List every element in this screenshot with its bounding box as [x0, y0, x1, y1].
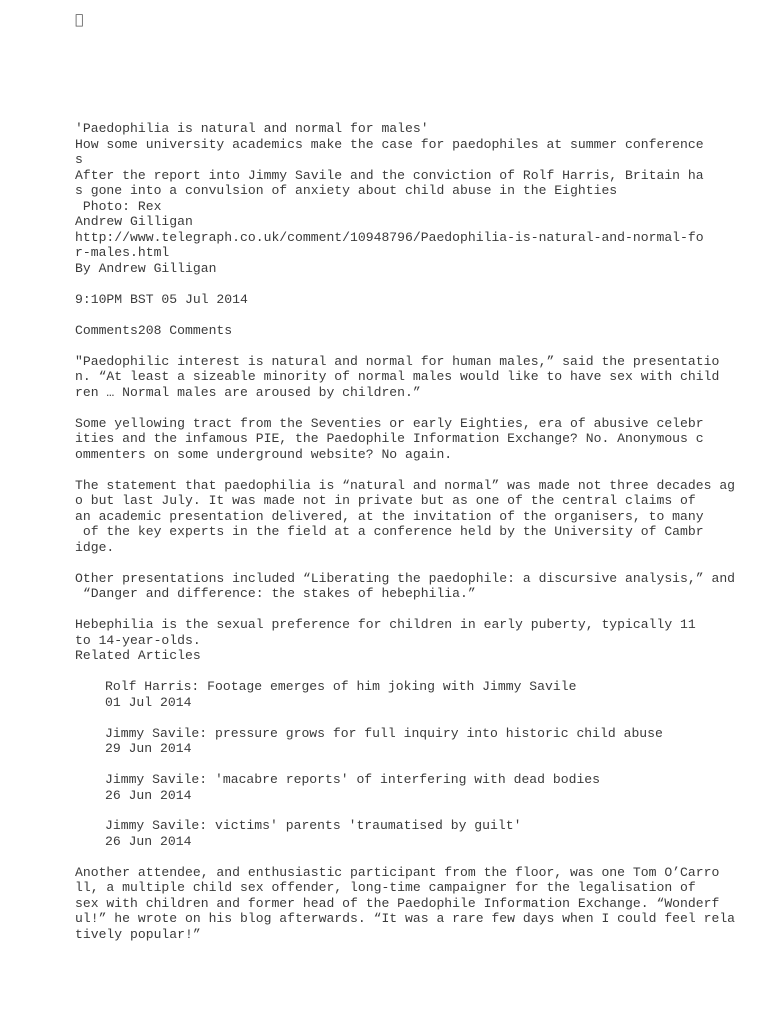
- missing-glyph-icon: [75, 12, 83, 28]
- paragraph: Hebephilia is the sexual preference for children in early puberty, typically 11 to 14-year-olds.: [75, 617, 696, 648]
- comments-link[interactable]: Comments208 Comments: [75, 322, 233, 338]
- related-article-date: 01 Jul 2014: [105, 694, 192, 710]
- related-article-title[interactable]: Rolf Harris: Footage emerges of him joking with Jimmy Savile: [105, 679, 577, 694]
- related-article-date: 26 Jun 2014: [105, 833, 192, 849]
- paragraph: Another attendee, and enthusiastic participant from the floor, was one Tom O’Carro ll, a multiple child sex offender, long-time campaigner for the legalisation of sex with children and former head of the Paedophile Information Exchange. “Wonderf ul!” he wrote on his blog afterwards. “It was a rare few days when I could feel rela tively popular!”: [75, 864, 736, 942]
- paragraph: Some yellowing tract from the Seventies or early Eighties, era of abusive celebr ities and the infamous PIE, the Paedophile Information Exchange? No. Anonymous c ommenters on some underground website? No again.: [75, 415, 704, 462]
- timestamp: 9:10PM BST 05 Jul 2014: [75, 291, 248, 307]
- author-name: Andrew Gilligan: [75, 214, 193, 229]
- related-article-title[interactable]: Jimmy Savile: pressure grows for full inquiry into historic child abuse: [105, 725, 663, 741]
- paragraph: The statement that paedophilia is “natural and normal” was made not three decades ag o but last July. It was made not in private but as one of the central claims of an academic presentation delivered, at the invitation of the organisers, to many of the key experts in the field at a conference held by the University of Cambr idge.: [75, 477, 736, 555]
- standfirst: How some university academics make the case for paedophiles at summer conference s: [75, 136, 704, 167]
- related-article-title[interactable]: Jimmy Savile: victims' parents 'traumatised by guilt': [105, 818, 522, 833]
- photo-credit: Photo: Rex: [75, 198, 162, 214]
- article-url[interactable]: http://www.telegraph.co.uk/comment/10948796/Paedophilia-is-natural-and-normal-fo r-males.html: [75, 229, 704, 260]
- related-article-date: 29 Jun 2014: [105, 741, 192, 756]
- byline: By Andrew Gilligan: [75, 260, 217, 276]
- paragraph: Other presentations included “Liberating the paedophile: a discursive analysis,” and “Danger and difference: the stakes of hebephilia.”: [75, 570, 736, 601]
- headline: 'Paedophilia is natural and normal for males': [75, 121, 429, 136]
- related-article-date: 26 Jun 2014: [105, 787, 192, 803]
- photo-caption: After the report into Jimmy Savile and the conviction of Rolf Harris, Britain ha s gone into a convulsion of anxiety about child abuse in the Eighties: [75, 167, 704, 198]
- related-article-title[interactable]: Jimmy Savile: 'macabre reports' of interfering with dead bodies: [105, 772, 601, 787]
- paragraph: "Paedophilic interest is natural and normal for human males,” said the presentatio n. “At least a sizeable minority of normal males would like to have sex with child ren … Normal males are aroused by children.”: [75, 353, 720, 400]
- related-articles-heading: Related Articles: [75, 648, 201, 663]
